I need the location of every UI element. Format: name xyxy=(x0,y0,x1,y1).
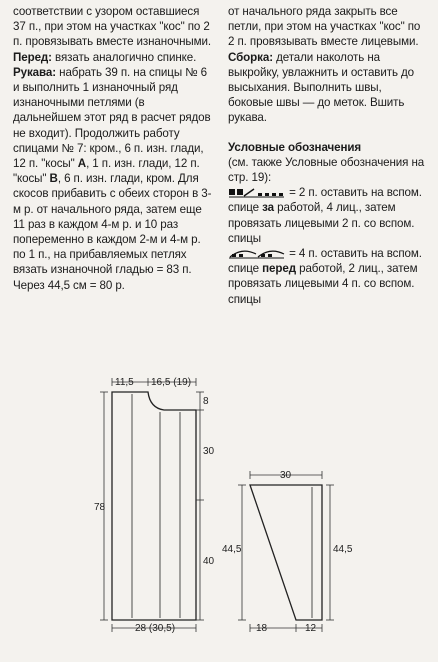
cable-back-symbol-icon xyxy=(228,188,286,198)
legend-subtitle: (см. также Условные обозначения на стр. 19): xyxy=(228,155,425,185)
legend-item2-text-a: = 4 п. оставить на вспом. спице xyxy=(228,247,422,276)
sleeve-pattern-drawing xyxy=(250,485,322,620)
body-pattern-outline xyxy=(112,392,196,620)
sleeves-text-c: , 6 п. изн. глади, кром. Для скосов прибавить с обеих сторон в 3-м р. от начального ряда, затем еще 11 раз в каждом 4-м р. и 10 раз попеременно в каждом 2-м и 4-м р. по 1 п., на прибавляемых петлях вязать изнаночной гладью = 83 п. Через 44,5 см = 80 р. xyxy=(13,172,212,292)
body-dimension-lines xyxy=(100,378,204,632)
body-pattern-drawing xyxy=(112,392,196,620)
paragraph-sleeve-end: от начального ряда закрыть все петли, при этом на участках "кос" по 2 п. провязывать вместе лицевыми. xyxy=(228,5,421,49)
sleeves-heading: Рукава: xyxy=(13,65,57,79)
legend-item1-bold: за xyxy=(262,201,274,215)
sleeves-text-a: набрать 39 п. на спицы № 6 и выполнить 1 изнаночный ряд изнаночными петлями (в дальнейшем этот ряд в расчет рядов не входит). Продолжить работу спицами № 7: кром., 6 п. изн. глади, 12 п. "косы" xyxy=(13,65,211,171)
left-text-column xyxy=(13,4,213,293)
sleeve-dimension-lines xyxy=(238,471,334,632)
cable-mark-a: А xyxy=(77,157,87,171)
paragraph-back-end: соответствии с узором оставшиеся 37 п., при этом на участках "кос" по 2 п. провязывать вместе изнаночными. xyxy=(13,5,212,49)
cable-front-symbol-icon xyxy=(228,249,286,259)
dim-body-armhole: 30 xyxy=(203,446,215,457)
legend-item2-text-b: работой, 2 лиц., затем провязать лицевыми 4 п. со вспом. спицы xyxy=(228,262,418,306)
paragraph-sleeves xyxy=(13,65,213,293)
front-text: вязать аналогично спинке. xyxy=(51,50,197,64)
dim-body-top-right: 16,5 (19) xyxy=(151,377,192,388)
sleeve-pattern-outline xyxy=(250,485,322,620)
legend-item-cable-front xyxy=(228,246,426,307)
dim-body-lower: 40 xyxy=(203,556,215,567)
legend-item1-text-b: работой, 4 лиц., затем провязать лицевыми 2 п. со вспом. спицы xyxy=(228,201,415,245)
paragraph-front xyxy=(13,50,213,65)
assembly-heading: Сборка: xyxy=(228,50,273,64)
paragraph-assembly xyxy=(228,50,426,126)
legend-item-cable-back xyxy=(228,185,426,246)
legend-item2-bold: перед xyxy=(262,262,296,276)
cable-mark-b: В xyxy=(49,172,58,186)
dim-sleeve-bottom-left: 18 xyxy=(256,623,268,634)
dim-sleeve-bottom-right: 12 xyxy=(305,623,317,634)
sleeves-text-b: , 1 п. изн. глади, 12 п. "косы" xyxy=(13,157,200,186)
dim-sleeve-right-height: 44,5 xyxy=(333,544,353,555)
dim-sleeve-left-height: 44,5 xyxy=(222,544,242,555)
right-text-column xyxy=(228,4,426,307)
legend-heading: Условные обозначения xyxy=(228,140,362,154)
dim-body-height: 78 xyxy=(94,502,106,513)
dim-sleeve-top: 30 xyxy=(280,470,292,481)
assembly-text: детали наколоть на выкройку, увлажнить и оставить до высыхания. Выполнить швы, боковые швы — до меток. Вшить рукава. xyxy=(228,50,415,125)
legend-item1-text-a: = 2 п. оставить на вспом. спице xyxy=(228,186,422,215)
dim-body-neck: 8 xyxy=(203,396,209,407)
dim-body-top-left: 11,5 xyxy=(115,377,134,388)
front-heading: Перед: xyxy=(13,50,52,64)
dim-body-width: 28 (30,5) xyxy=(135,623,176,634)
